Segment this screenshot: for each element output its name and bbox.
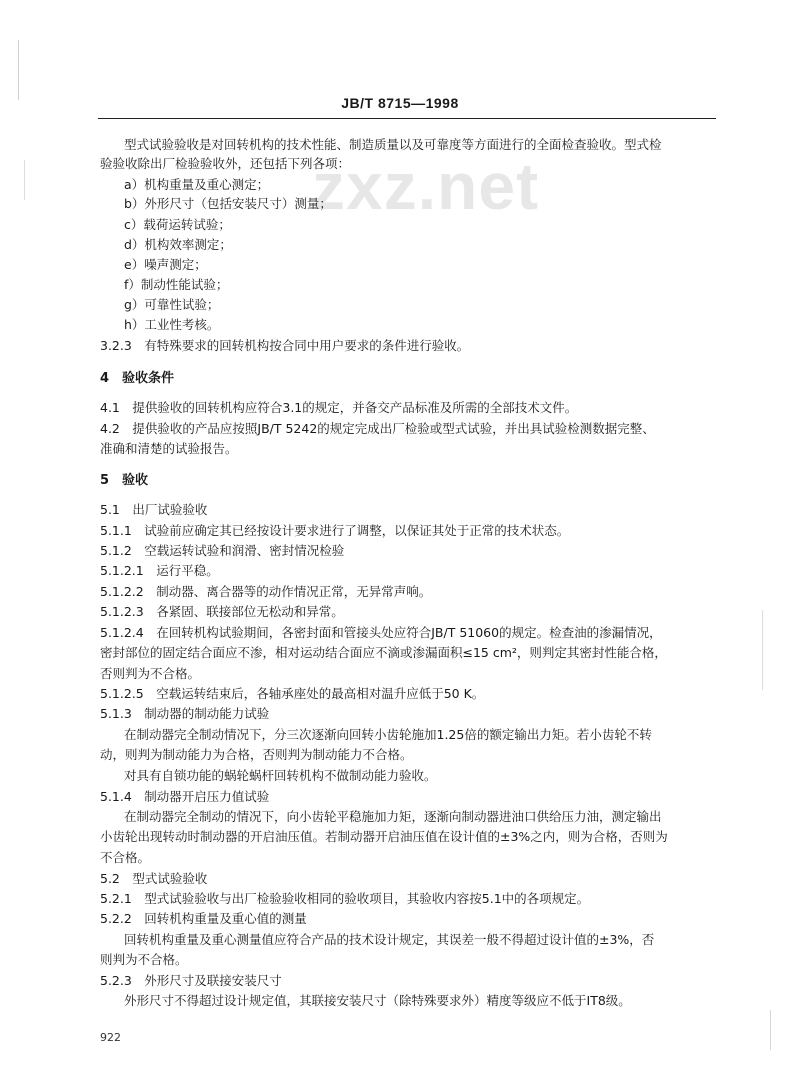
scan-artifact (762, 610, 763, 690)
clause: 5.1.2.2 制动器、离合器等的动作情况正常，无异常声响。 (100, 584, 432, 599)
clause: 5.2.1 型式试验验收与出厂检验验收相同的验收项目，其验收内容按5.1中的各项规定。 (100, 891, 590, 906)
scan-artifact (18, 40, 19, 100)
list-item: e）噪声测定； (124, 257, 207, 272)
list-item: d）机构效率测定； (124, 237, 232, 252)
list-item: h）工业性考核。 (124, 317, 220, 332)
clause: 5.2.3 外形尺寸及联接安装尺寸 (100, 973, 282, 988)
list-item: a）机构重量及重心测定； (124, 177, 270, 192)
header-rule (98, 118, 716, 119)
section-heading: 5 验收 (100, 473, 149, 488)
clause: 5.1.4 制动器开启压力值试验 (100, 789, 270, 804)
scan-artifact (24, 160, 25, 200)
body-line: 小齿轮出现转动时制动器的开启油压值。若制动器开启油压值在设计值的±3%之内，则为合格，否则为 (100, 829, 668, 844)
clause: 5.1.2.5 空载运转结束后，各轴承座处的最高相对温升应低于50 K。 (100, 686, 485, 701)
body-line: 准确和清楚的试验报告。 (100, 441, 238, 456)
body-line: 回转机构重量及重心测量值应符合产品的技术设计规定，其误差一般不得超过设计值的±3%，否 (124, 932, 655, 947)
list-item: g）可靠性试验； (124, 297, 220, 312)
body-line: 对具有自锁功能的蜗轮蜗杆回转机构不做制动能力验收。 (124, 768, 437, 783)
body-line: 验验收除出厂检验验收外，还包括下列各项： (100, 156, 351, 171)
clause: 5.1.3 制动器的制动能力试验 (100, 706, 270, 721)
section-heading: 4 验收条件 (100, 371, 175, 386)
list-item: b）外形尺寸（包括安装尺寸）测量； (124, 196, 332, 211)
body-line: 在制动器完全制动情况下，分三次逐渐向回转小齿轮施加1.25倍的额定输出力矩。若小齿轮不转 (124, 727, 652, 742)
clause: 5.1.2 空载运转试验和润滑、密封情况检验 (100, 543, 345, 558)
clause: 5.1.2.3 各紧固、联接部位无松动和异常。 (100, 604, 344, 619)
clause: 5.1.2.4 在回转机构试验期间，各密封面和管接头处应符合JB/T 51060的规定。检查油的渗漏情况， (100, 625, 662, 640)
watermark: zxz.net (312, 149, 540, 223)
body-line: 则判为不合格。 (100, 952, 188, 967)
body-line: 否则判为不合格。 (100, 666, 201, 681)
body-line: 在制动器完全制动的情况下，向小齿轮平稳施加力矩，逐渐向制动器进油口供给压力油，测定输出 (124, 809, 662, 824)
clause: 5.2.2 回转机构重量及重心值的测量 (100, 911, 307, 926)
body-line: 动，则判为制动能力为合格，否则判为制动能力不合格。 (100, 747, 413, 762)
clause: 5.1.2.1 运行平稳。 (100, 563, 219, 578)
subsection-heading: 5.1 出厂试验验收 (100, 502, 208, 517)
list-item: f）制动性能试验； (124, 277, 229, 292)
subsection-heading: 5.2 型式试验验收 (100, 871, 208, 886)
body-line: 外形尺寸不得超过设计规定值，其联接安装尺寸（除特殊要求外）精度等级应不低于IT8级。 (124, 993, 631, 1008)
body-line: 型式试验验收是对回转机构的技术性能、制造质量以及可靠度等方面进行的全面检查验收。型式检 (124, 137, 662, 152)
clause: 4.1 提供验收的回转机构应符合3.1的规定，并备交产品标准及所需的全部技术文件。 (100, 400, 578, 415)
page-number: 922 (100, 1031, 121, 1044)
clause: 4.2 提供验收的产品应按照JB/T 5242的规定完成出厂检验或型式试验，并出具试验检测数据完整、 (100, 421, 655, 436)
body-line: 不合格。 (100, 850, 151, 865)
clause: 3.2.3 有特殊要求的回转机构按合同中用户要求的条件进行验收。 (100, 338, 470, 353)
clause: 5.1.1 试验前应确定其已经按设计要求进行了调整，以保证其处于正常的技术状态。 (100, 523, 570, 538)
list-item: c）载荷运转试验； (124, 217, 231, 232)
body-line: 密封部位的固定结合面应不渗，相对运动结合面应不滴或渗漏面积≤15 cm²，则判定其密封性能合格， (100, 645, 667, 660)
scan-artifact (770, 1010, 771, 1050)
page-header: JB/T 8715—1998 (341, 95, 459, 111)
